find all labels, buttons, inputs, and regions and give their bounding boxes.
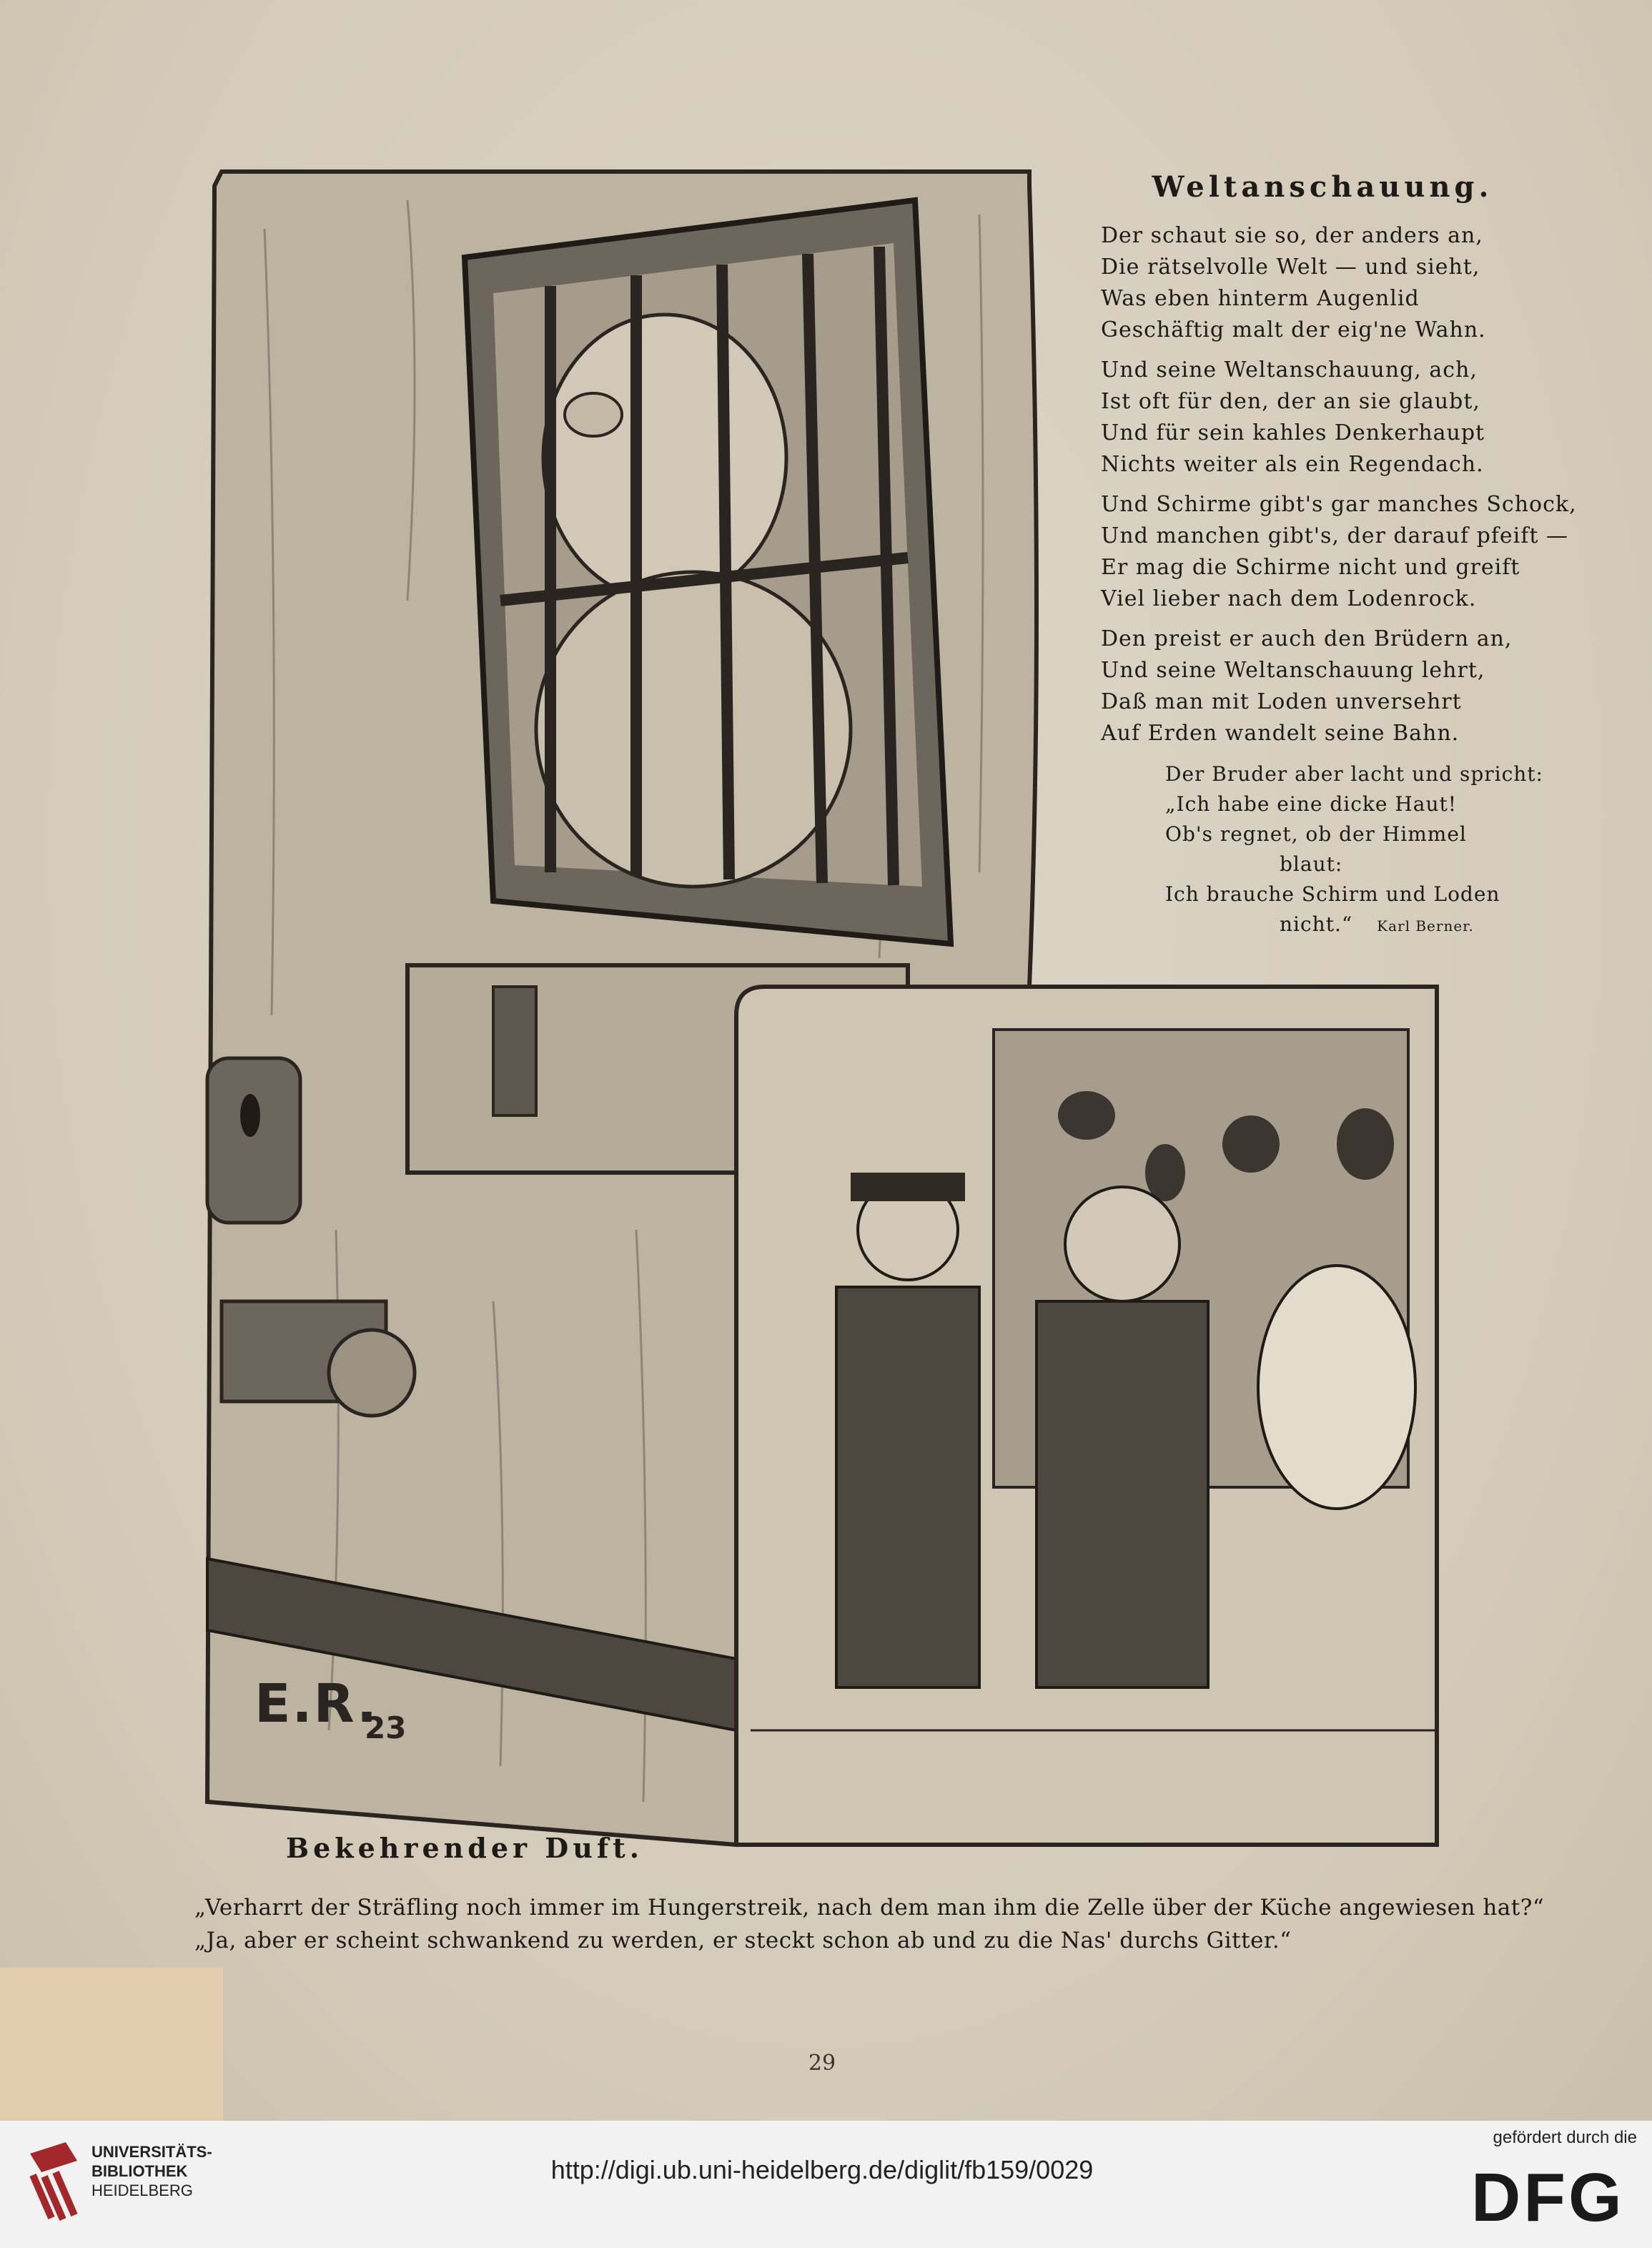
keyhole xyxy=(240,1094,260,1137)
guard-left xyxy=(836,1287,979,1687)
poem-title: Weltanschauung. xyxy=(1152,170,1493,204)
poem-line: Ob's regnet, ob der Himmel xyxy=(1165,822,1467,846)
library-name-line: BIBLIOTHEK xyxy=(91,2162,188,2180)
poem-line: Was eben hinterm Augenlid xyxy=(1101,286,1420,311)
flap-hinge xyxy=(493,987,536,1115)
poem-line: Und manchen gibt's, der darauf pfeift — xyxy=(1101,523,1568,548)
poem-line: Der Bruder aber lacht und spricht: xyxy=(1165,762,1543,786)
cartoon-dialog-question: „Verharrt der Sträfling noch immer im Hungerstreik, nach dem man ihm die Zelle über der Küche angewiesen hat?“ xyxy=(194,1895,1545,1921)
poem-stanza-2 xyxy=(1101,355,1530,480)
guard-left-cap xyxy=(851,1173,965,1201)
cartoon-caption-title: Bekehrender Duft. xyxy=(286,1832,643,1864)
library-name-line: HEIDELBERG xyxy=(91,2182,193,2199)
prisoner-head xyxy=(543,315,786,601)
poem-line: Daß man mit Loden unversehrt xyxy=(1101,689,1462,714)
library-logo-icon[interactable] xyxy=(23,2139,84,2224)
cook xyxy=(1258,1266,1415,1509)
poem-line: Er mag die Schirme nicht und greift xyxy=(1101,555,1520,580)
poem-stanza-1 xyxy=(1101,220,1530,346)
poem-stanza-3 xyxy=(1101,489,1577,615)
poem-line: Und seine Weltanschauung, ach, xyxy=(1101,358,1478,383)
poem-author: Karl Berner. xyxy=(1377,917,1474,935)
poem-line: nicht.“ xyxy=(1280,912,1353,936)
poem-line: „Ich habe eine dicke Haut! xyxy=(1165,792,1457,816)
library-name-line: UNIVERSITÄTS- xyxy=(91,2143,212,2161)
artist-signature: E.R. xyxy=(254,1673,379,1735)
poem-line: blaut: xyxy=(1280,852,1343,876)
poem-last-line xyxy=(1165,909,1523,941)
poem-stanza-4 xyxy=(1101,623,1530,749)
poem-line: Und Schirme gibt's gar manches Schock, xyxy=(1101,492,1577,517)
prisoner-body xyxy=(536,572,851,887)
poem-line: Der schaut sie so, der anders an, xyxy=(1101,223,1483,248)
cartoon-dialog-answer: „Ja, aber er scheint schwankend zu werden, er steckt schon ab und zu die Nas' durchs Gitter.“ xyxy=(194,1928,1292,1953)
poem-line: Nichts weiter als ein Regendach. xyxy=(1101,452,1484,477)
guard-right xyxy=(1037,1301,1208,1687)
funding-note: gefördert durch die xyxy=(1493,2128,1637,2147)
page-number: 29 xyxy=(808,2051,836,2076)
poem-line: Die rätselvolle Welt — und sieht, xyxy=(1101,255,1480,280)
poem-line: Ich brauche Schirm und Loden xyxy=(1165,882,1500,906)
bolt-knob xyxy=(329,1330,415,1416)
poem-line: Geschäftig malt der eig'ne Wahn. xyxy=(1101,317,1486,342)
poem-line: Und seine Weltanschauung lehrt, xyxy=(1101,658,1485,683)
dfg-logo[interactable]: DFG xyxy=(1471,2159,1625,2236)
lock-plate xyxy=(207,1058,300,1223)
poem-line: Auf Erden wandelt seine Bahn. xyxy=(1101,721,1460,746)
paper-strip xyxy=(0,1968,223,2121)
prisoner-nose xyxy=(565,393,622,436)
poem-line: Und für sein kahles Denkerhaupt xyxy=(1101,420,1485,445)
poem-line: Den preist er auch den Brüdern an, xyxy=(1101,626,1513,651)
guard-right-head xyxy=(1065,1187,1179,1301)
library-name[interactable] xyxy=(91,2142,212,2200)
artist-signature-year: 23 xyxy=(365,1710,407,1745)
poem-line: Ist oft für den, der an sie glaubt, xyxy=(1101,389,1480,414)
poem-line: Viel lieber nach dem Lodenrock. xyxy=(1101,586,1477,611)
source-url-link[interactable]: http://digi.ub.uni-heidelberg.de/diglit/fb159/0029 xyxy=(550,2155,1094,2184)
poem-stanza-5 xyxy=(1165,759,1543,941)
